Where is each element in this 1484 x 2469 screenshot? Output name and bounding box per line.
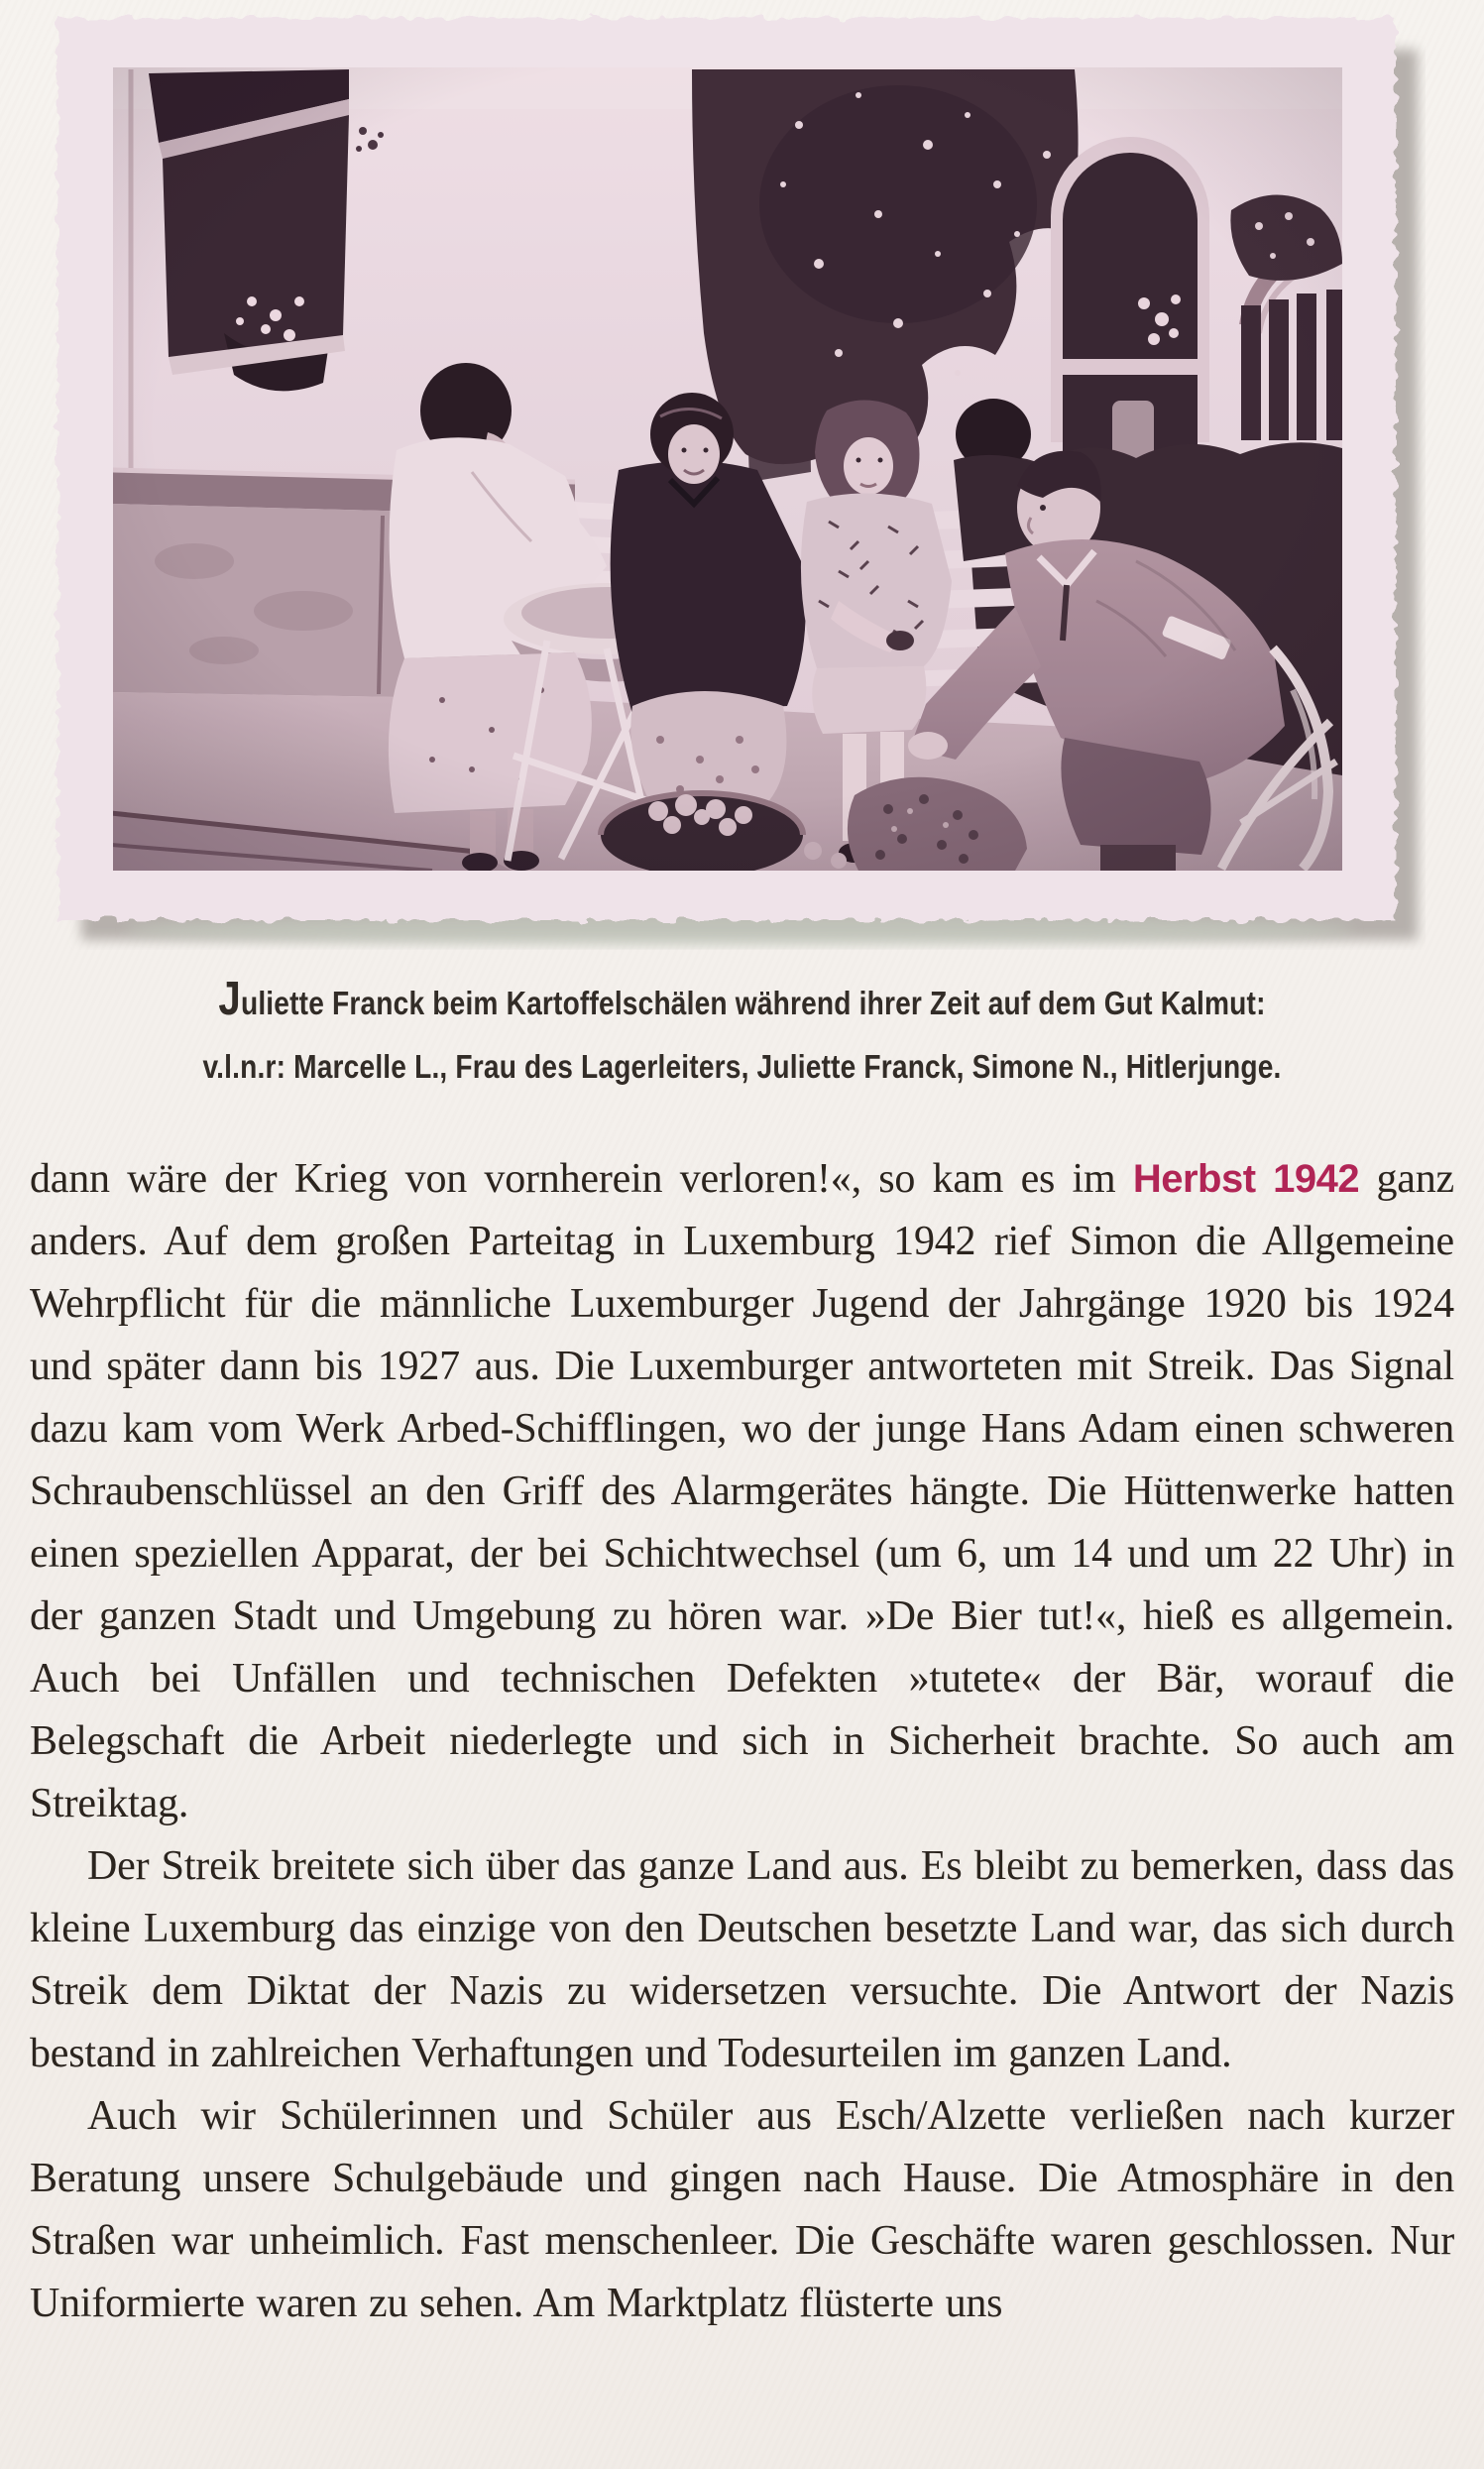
photo-caption [0, 968, 1484, 1100]
highlight-herbst-1942: Herbst 1942 [1132, 1157, 1360, 1201]
body-text [30, 1148, 1454, 2335]
paragraph-1 [30, 1148, 1454, 1835]
paragraph-1-text: dann wäre der Krieg von vornherein verloren!«, so kam es im [30, 1156, 1133, 1202]
photo-illustration [46, 6, 1426, 950]
caption-line-1 [119, 968, 1365, 1036]
photo-image [111, 67, 1342, 877]
caption-line-2: v.l.n.r: Marcelle L., Frau des Lagerleiters, Juliette Franck, Simone N., Hitlerjunge. [202, 1049, 1282, 1086]
paragraph-2: Der Streik breitete sich über das ganze Land aus. Es bleibt zu bemerken, dass das kleine Luxemburg das einzige von den Deutschen besetzte Land war, das sich durch Streik dem Diktat der Nazis zu widersetzen versuchte. Die Antwort der Nazis bestand in zahlreichen Verhaftungen und Todesurteilen im ganzen Land. [30, 1843, 1454, 2076]
caption-initial: J [218, 973, 241, 1025]
paragraph-3: Auch wir Schülerinnen und Schüler aus Esch/Alzette verließen nach kurzer Beratung unsere Schulgebäude und gingen nach Hause. Die Atmosphäre in den Straßen war unheimlich. Fast menschenleer. Die Geschäfte waren geschlossen. Nur Uniformierte waren zu sehen. Am Marktplatz flüsterte uns [30, 2093, 1454, 2326]
photograph [46, 6, 1426, 950]
paragraph-1-continued: ganz anders. Auf dem großen Parteitag in Luxemburg 1942 rief Simon die Allgemeine Wehrpflicht für die männliche Luxemburger Jugend der Jahrgänge 1920 bis 1924 und später dann bis 1927 aus. Die Luxemburger antworteten mit Streik. Das Signal dazu kam vom Werk Arbed-Schifflingen, wo der junge Hans Adam einen schweren Schraubenschlüssel an den Griff des Alarmgerätes hängte. Die Hüttenwerke hatten einen speziellen Apparat, der bei Schichtwechsel (um 6, um 14 und um 22 Uhr) in der ganzen Stadt und Umgebung zu hören war. »De Bier tut!«, hieß es allgemein. Auch bei Unfällen und technischen Defekten »tutete« der Bär, worauf die Belegschaft die Arbeit niederlegte und sich in Sicherheit brachte. So auch am Streiktag. [30, 1156, 1454, 1826]
caption-line-1-text: uliette Franck beim Kartoffelschälen während ihrer Zeit auf dem Gut Kalmut: [240, 986, 1266, 1022]
